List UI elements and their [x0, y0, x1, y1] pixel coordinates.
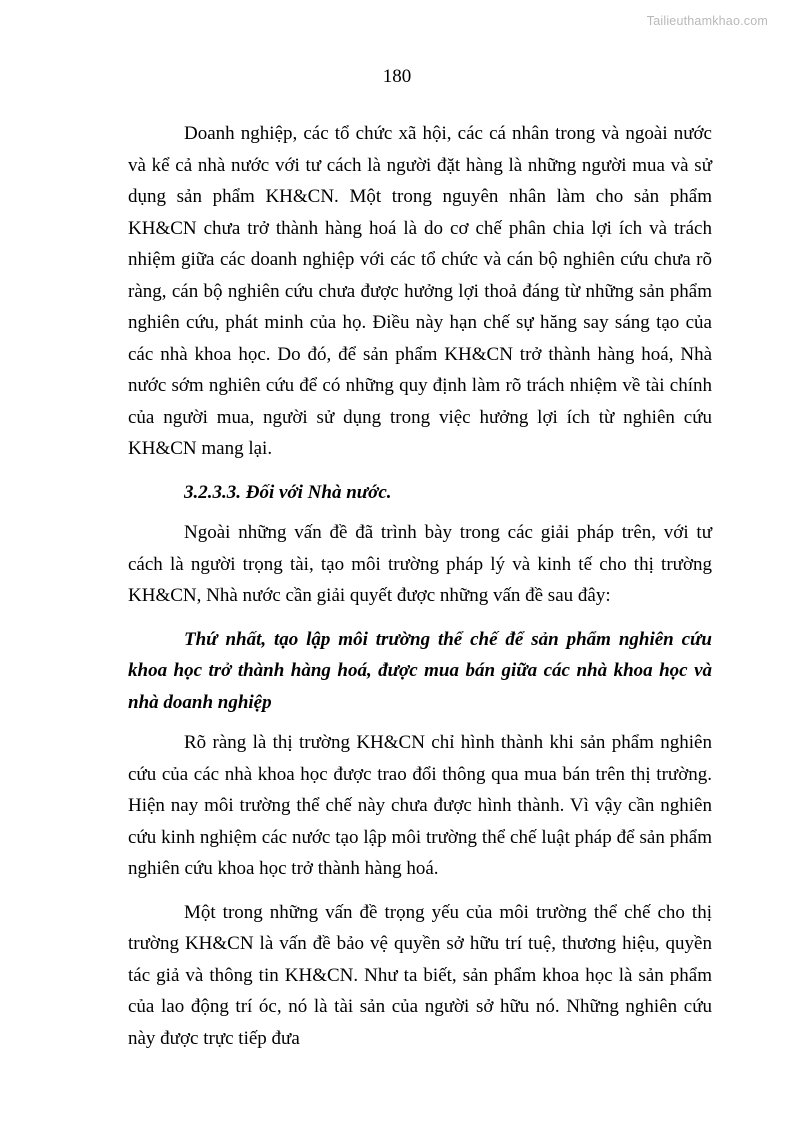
emphasis-block: Thứ nhất, tạo lập môi trường thể chế để sản phẩm nghiên cứu khoa học trở thành hàng hoá, được mua bán giữa các nhà khoa học và nhà doanh nghiệp: [128, 628, 712, 713]
paragraph-3: Rõ ràng là thị trường KH&CN chỉ hình thành khi sản phẩm nghiên cứu của các nhà khoa học được trao đổi thông qua mua bán trên thị trường. Hiện nay môi trường thể chế này chưa được hình thành. Vì vậy cần nghiên cứu kinh nghiệm các nước tạo lập môi trường thể chế luật pháp để sản phẩm nghiên cứu khoa học trở thành hàng hoá.: [128, 732, 712, 879]
spacer: [128, 718, 712, 727]
page-content: [128, 118, 712, 1054]
spacer: [128, 885, 712, 897]
spacer: [128, 465, 712, 477]
spacer: [128, 508, 712, 517]
site-watermark: Tailieuthamkhao.com: [646, 14, 768, 28]
section-heading: 3.2.3.3. Đối với Nhà nước.: [184, 481, 392, 503]
spacer: [128, 612, 712, 624]
paragraph-1: Doanh nghiệp, các tổ chức xã hội, các cá nhân trong và ngoài nước và kể cả nhà nước với tư cách là người đặt hàng là những người mua và sử dụng sản phẩm KH&CN. Một trong nguyên nhân làm cho sản phẩm KH&CN chưa trở thành hàng hoá là do cơ chế phân chia lợi ích và trách nhiệm giữa các doanh nghiệp với các tổ chức và cán bộ nghiên cứu chưa rõ ràng, cán bộ nghiên cứu chưa được hưởng lợi thoả đáng từ những sản phẩm nghiên cứu, phát minh của họ. Điều này hạn chế sự hăng say sáng tạo của các nhà khoa học. Do đó, để sản phẩm KH&CN trở thành hàng hoá, Nhà nước sớm nghiên cứu để có những quy định làm rõ trách nhiệm về tài chính của người mua, người sử dụng trong việc hưởng lợi ích từ nghiên cứu KH&CN mang lại.: [128, 123, 712, 459]
paragraph-4: Một trong những vấn đề trọng yếu của môi trường thể chế cho thị trường KH&CN là vấn đề bảo vệ quyền sở hữu trí tuệ, thương hiệu, quyền tác giả và thông tin KH&CN. Như ta biết, sản phẩm khoa học là sản phẩm của lao động trí óc, nó là tài sản của người sở hữu nó. Những nghiên cứu này được trực tiếp đưa: [128, 901, 712, 1049]
paragraph-2: Ngoài những vấn đề đã trình bày trong các giải pháp trên, với tư cách là người trọng tài, tạo môi trường pháp lý và kinh tế cho thị trường KH&CN, Nhà nước cần giải quyết được những vấn đề sau đây:: [128, 522, 712, 606]
page-number: 180: [382, 66, 412, 87]
